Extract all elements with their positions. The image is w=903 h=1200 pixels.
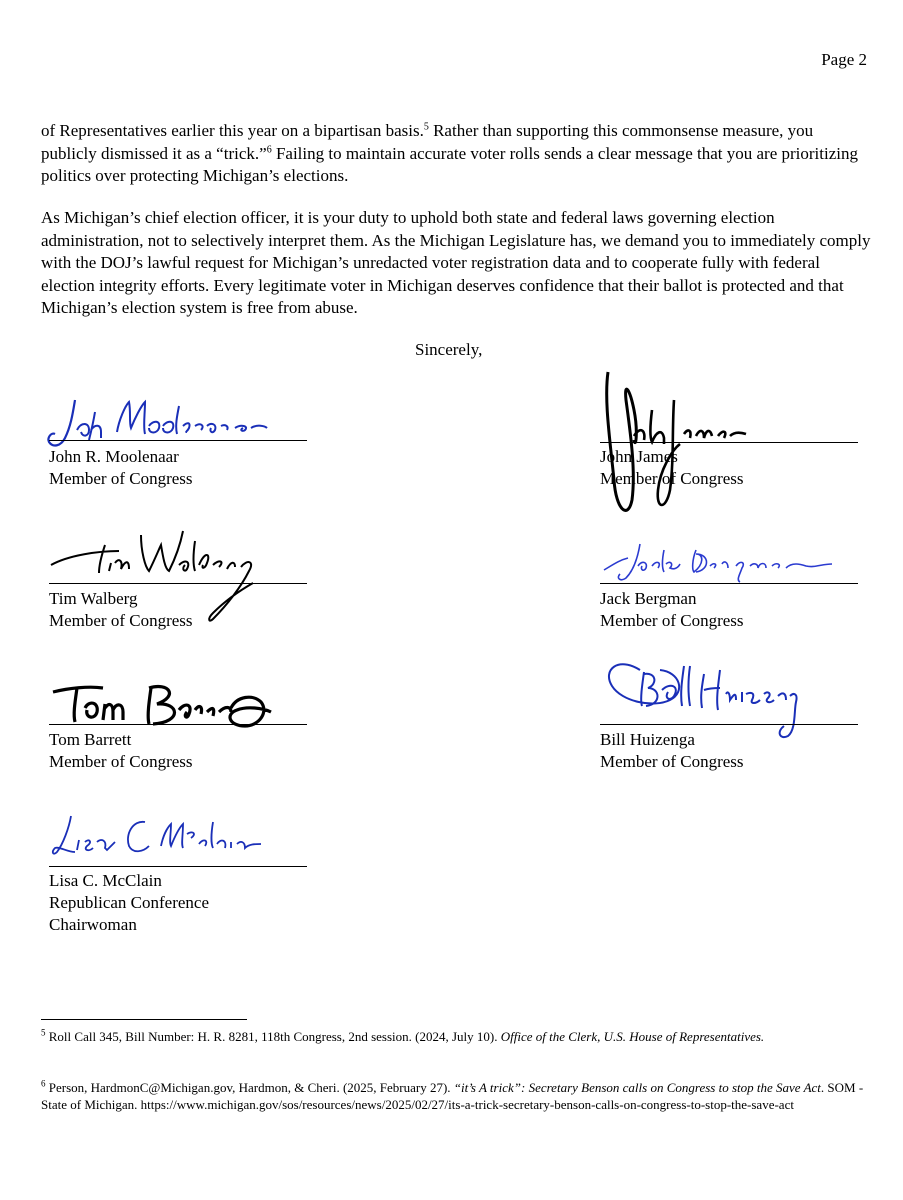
signature-line bbox=[49, 724, 307, 725]
signatory-name: Tom Barrett bbox=[49, 730, 132, 749]
signature-block-huizenga bbox=[600, 650, 860, 780]
signature-line bbox=[49, 866, 307, 867]
footnote-number: 6 bbox=[41, 1078, 46, 1089]
signatory-title: Member of Congress bbox=[600, 611, 744, 630]
body-paragraph-2 bbox=[41, 207, 871, 332]
signatory-name: Lisa C. McClain bbox=[49, 871, 162, 890]
footnote-text: . SOM - State of Michigan. https://www.michigan.gov/sos/resources/news/2025/02/27/its-a-trick-secretary-benson-calls-on-congress-to-stop-the-save-act bbox=[41, 1080, 864, 1112]
signatory-title: Chairwoman bbox=[49, 915, 137, 934]
footnote-source: Office of the Clerk, U.S. House of Representatives. bbox=[500, 1029, 765, 1044]
footnote-title: “it’s A trick”: Secretary Benson calls on Congress to stop the Save Act bbox=[453, 1080, 821, 1095]
signature-moolenaar bbox=[45, 392, 275, 452]
signature-line bbox=[600, 724, 858, 725]
signatory-name: Tim Walberg bbox=[49, 589, 138, 608]
signature-line bbox=[49, 583, 307, 584]
paragraph-text: As Michigan’s chief election officer, it is your duty to uphold both state and federal laws governing election administration, not to selectively interpret them. As the Michigan Legislature has, we demand you to immediately comply with the DOJ’s lawful request for Michigan’s unredacted voter registration data and to cooperate fully with federal election integrity efforts. Every legitimate voter in Michigan deserves confidence that their ballot is protected and that Michigan’s election system is free from abuse. bbox=[41, 208, 871, 317]
footnote-text: Roll Call 345, Bill Number: H. R. 8281, 118th Congress, 2nd session. (2024, July 10). bbox=[45, 1029, 501, 1044]
signatory-name: Bill Huizenga bbox=[600, 730, 695, 749]
signature-block-james bbox=[600, 370, 860, 530]
signature-line bbox=[49, 440, 307, 441]
closing: Sincerely, bbox=[415, 340, 483, 359]
paragraph-text: of Representatives earlier this year on a bipartisan basis. bbox=[41, 121, 424, 140]
footnote-text: Person, HardmonC@Michigan.gov, Hardmon, & Cheri. (2025, February 27). bbox=[45, 1080, 454, 1095]
signatory-title: Member of Congress bbox=[49, 611, 193, 630]
footnote-separator bbox=[41, 1019, 247, 1020]
signature-james bbox=[600, 370, 750, 520]
signatory-title: Member of Congress bbox=[49, 469, 193, 488]
signatory-name: Jack Bergman bbox=[600, 589, 697, 608]
footnote-reference: 5 bbox=[423, 121, 429, 133]
page-number: Page 2 bbox=[821, 50, 867, 69]
footnote-number: 5 bbox=[41, 1027, 46, 1038]
signature-line bbox=[600, 442, 858, 443]
paragraph-text: Failing to maintain accurate voter rolls sends a clear message that you are prioritizing politics over protecting Michigan’s elections. bbox=[41, 143, 858, 185]
signatory-title: Member of Congress bbox=[600, 469, 744, 488]
signatory-title: Republican Conference bbox=[49, 893, 210, 912]
signature-block-mcclain bbox=[49, 808, 309, 938]
footnote-5 bbox=[41, 1028, 866, 1045]
signature-mcclain bbox=[49, 808, 279, 863]
signature-block-bergman bbox=[600, 540, 860, 640]
signature-block-barrett bbox=[49, 672, 309, 782]
signatory-name: John R. Moolenaar bbox=[49, 447, 179, 466]
signature-line bbox=[600, 583, 858, 584]
signature-block-moolenaar bbox=[49, 380, 309, 500]
paragraph-text: Rather than supporting this commonsense measure, you publicly dismissed it as a “trick.” bbox=[41, 121, 814, 163]
signatory-title: Member of Congress bbox=[600, 752, 744, 771]
footnote-6 bbox=[41, 1079, 866, 1113]
signatory-name: John James bbox=[600, 447, 678, 466]
body-paragraph-1 bbox=[41, 120, 871, 200]
footnote-reference: 6 bbox=[266, 143, 272, 155]
signature-block-walberg bbox=[49, 515, 309, 635]
signatory-title: Member of Congress bbox=[49, 752, 193, 771]
